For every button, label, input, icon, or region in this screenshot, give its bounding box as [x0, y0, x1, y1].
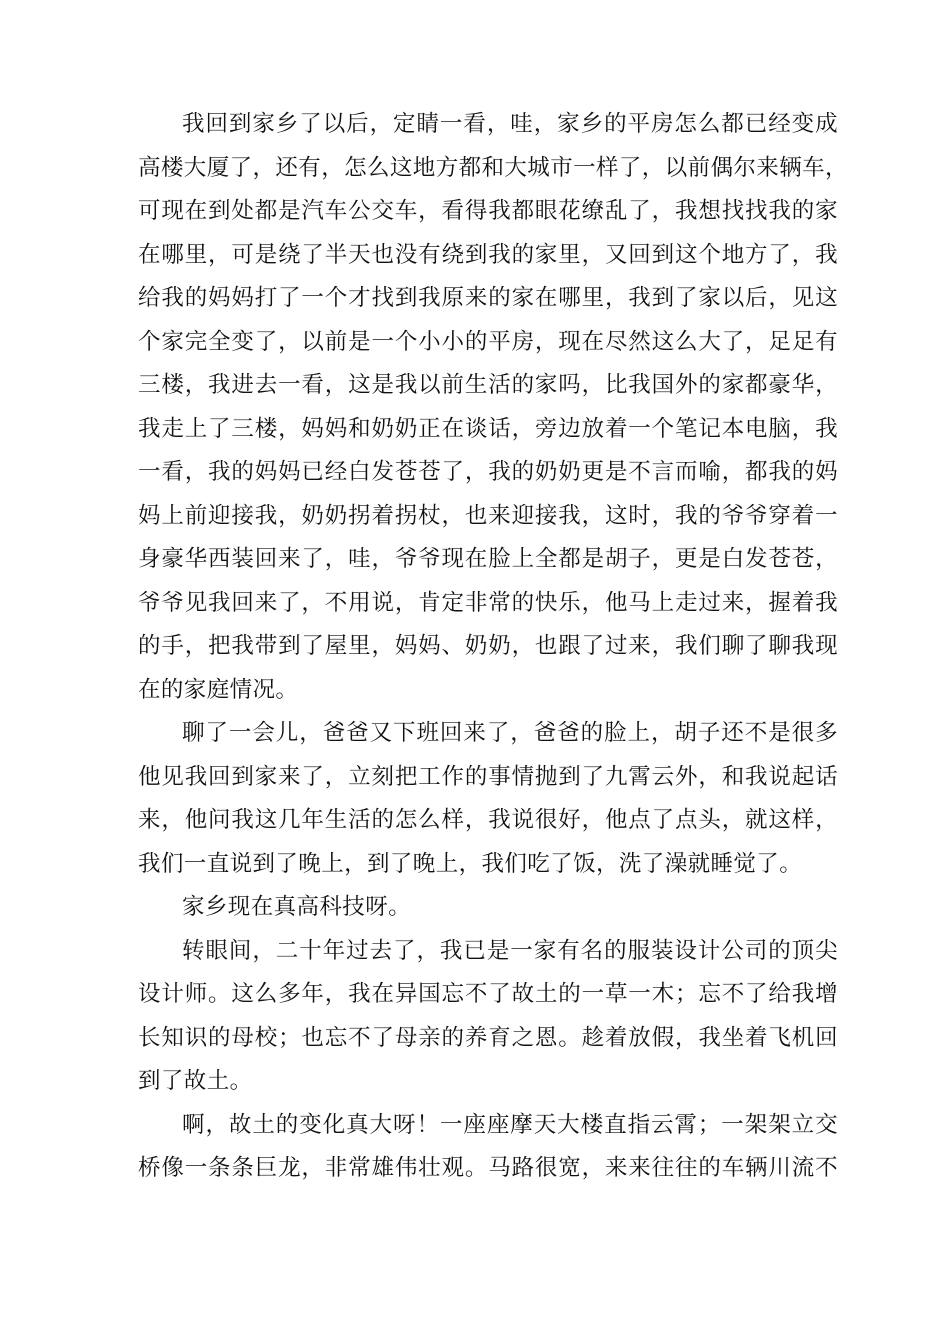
paragraph-1-line-12: 爷爷见我回来了，不用说，肯定非常的快乐，他马上走过来，握着我	[138, 589, 838, 616]
body-text	[138, 103, 848, 1191]
paragraph-1-line-7: 三楼，我进去一看，这是我以前生活的家吗，比我国外的家都豪华，	[138, 372, 838, 398]
paragraph-1-line-9: 一看，我的妈妈已经白发苍苍了，我的奶奶更是不言而喻，都我的妈	[138, 459, 838, 485]
paragraph-1-line-13: 的手，把我带到了屋里，妈妈、奶奶，也跟了过来，我们聊了聊我现	[138, 633, 838, 659]
paragraph-2-line-1: 聊了一会儿，爸爸又下班回来了，爸爸的脸上，胡子还不是很多	[182, 720, 838, 746]
paragraph-5-line-1: 啊，故土的变化真大呀！一座座摩天大楼直指云霄；一架架立交	[182, 1111, 838, 1138]
paragraph-4-line-3: 长知识的母校；也忘不了母亲的养育之恩。趁着放假，我坐着飞机回	[138, 1024, 838, 1051]
paragraph-4-line-1: 转眼间，二十年过去了，我已是一家有名的服装设计公司的顶尖	[182, 937, 838, 964]
paragraph-3-line-1: 家乡现在真高科技呀。	[182, 894, 412, 920]
paragraph-2-line-3: 来，他问我这几年生活的怎么样，我说很好，他点了点头，就这样，	[138, 807, 838, 833]
paragraph-4-line-4: 到了故土。	[138, 1068, 253, 1094]
paragraph-1-line-4: 在哪里，可是绕了半天也没有绕到我的家里，又回到这个地方了，我	[138, 241, 838, 268]
paragraph-1-line-10: 妈上前迎接我，奶奶拐着拐杖，也来迎接我，这时，我的爷爷穿着一	[138, 502, 838, 529]
paragraph-2-line-2: 他见我回到家来了，立刻把工作的事情抛到了九霄云外，和我说起话	[138, 763, 838, 790]
paragraph-1-line-5: 给我的妈妈打了一个才找到我原来的家在哪里，我到了家以后，见这	[138, 285, 838, 311]
paragraph-5-line-2: 桥像一条条巨龙，非常雄伟壮观。马路很宽，来来往往的车辆川流不	[138, 1155, 838, 1181]
paragraph-1-line-3: 可现在到处都是汽车公交车，看得我都眼花缭乱了，我想找找我的家	[138, 198, 838, 224]
paragraph-1-line-2: 高楼大厦了，还有，怎么这地方都和大城市一样了，以前偶尔来辆车，	[138, 154, 848, 181]
paragraph-1-line-1: 我回到家乡了以后，定睛一看，哇，家乡的平房怎么都已经变成	[182, 111, 838, 137]
paragraph-1-line-14: 在的家庭情况。	[138, 676, 299, 703]
paragraph-1-line-8: 我走上了三楼，妈妈和奶奶正在谈话，旁边放着一个笔记本电脑，我	[138, 415, 838, 442]
paragraph-2-line-4: 我们一直说到了晚上，到了晚上，我们吃了饭，洗了澡就睡觉了。	[138, 850, 803, 877]
paragraph-1-line-6: 个家完全变了，以前是一个小小的平房，现在尽然这么大了，足足有	[138, 328, 838, 355]
paragraph-1-line-11: 身豪华西装回来了，哇，爷爷现在脸上全都是胡子，更是白发苍苍，	[138, 546, 838, 572]
paragraph-4-line-2: 设计师。这么多年，我在异国忘不了故土的一草一木；忘不了给我增	[138, 981, 838, 1007]
